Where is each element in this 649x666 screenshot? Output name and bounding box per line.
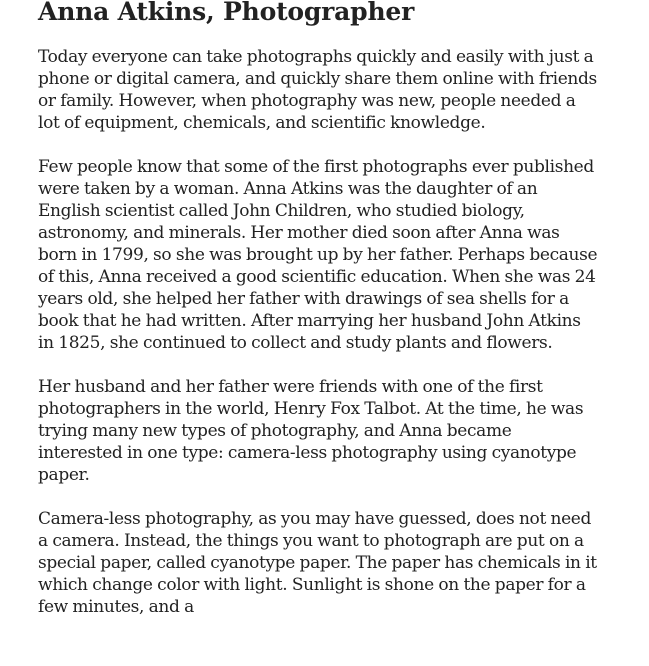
article-paragraph-1: Today everyone can take photographs quickly and easily with just a phone or digital camera, and quickly share them online with friends or family. However, when photography was new, people needed a lot of equipment, chemicals, and scientific knowledge. xyxy=(38,47,597,133)
article-paragraph-4: Camera-less photography, as you may have guessed, does not need a camera. Instead, the things you want to photograph are put on a special paper, called cyanotype paper. The paper has chemicals in it which change color with light. Sunlight is shone on the paper for a few minutes, and a xyxy=(38,509,597,617)
article-paragraph-3: Her husband and her father were friends with one of the first photographers in the world, Henry Fox Talbot. At the time, he was trying many new types of photography, and Anna became interested in one type: camera-less photography using cyanotype paper. xyxy=(38,377,584,485)
article-title: Anna Atkins, Photographer xyxy=(38,0,415,26)
article xyxy=(38,0,598,640)
article-paragraph-2: Few people know that some of the first photographs ever published were taken by a woman. Anna Atkins was the daughter of an English scientist called John Children, who studied biology, astronomy, and minerals. Her mother died soon after Anna was born in 1799, so she was brought up by her father. Perhaps because of this, Anna received a good scientific education. When she was 24 years old, she helped her father with drawings of sea shells for a book that he had written. After marrying her husband John Atkins in 1825, she continued to collect and study plants and flowers. xyxy=(38,157,598,353)
